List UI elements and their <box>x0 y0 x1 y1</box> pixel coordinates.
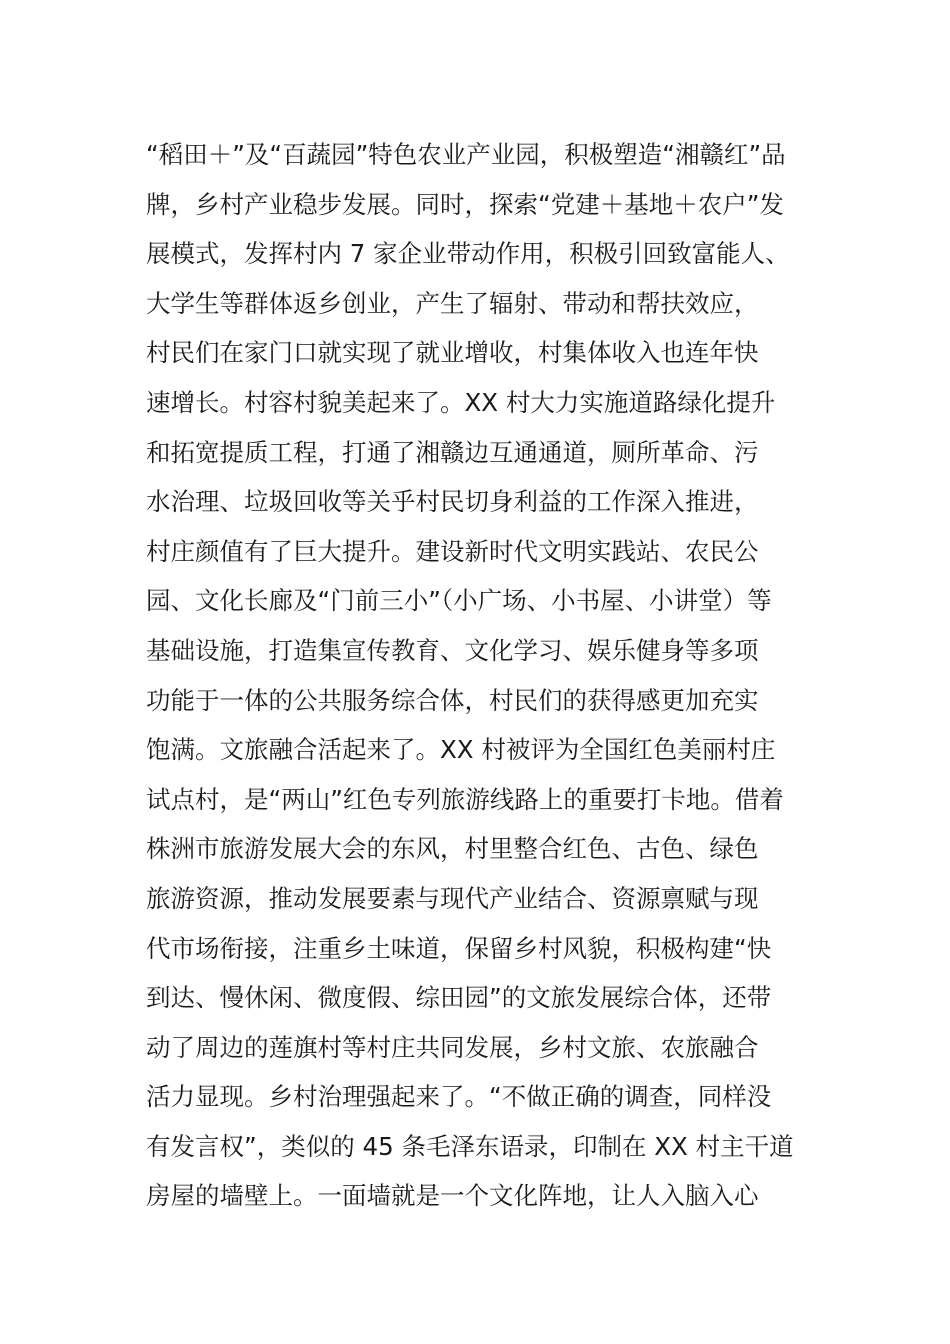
text-line: 和拓宽提质工程，打通了湘赣边互通通道，厕所革命、污 <box>146 437 759 467</box>
text-line: 村庄颜值有了巨大提升。建设新时代文明实践站、农民公 <box>146 536 759 566</box>
text-line: 水治理、垃圾回收等关乎村民切身利益的工作深入推进， <box>146 487 759 517</box>
text-line: 动了周边的莲旗村等村庄共同发展，乡村文旅、农旅融合 <box>146 1032 759 1062</box>
text-line: 展模式，发挥村内 7 家企业带动作用，积极引回致富能人、 <box>146 239 790 269</box>
text-line: 活力显现。乡村治理强起来了。“不做正确的调查，同样没 <box>146 1082 772 1112</box>
text-line: 功能于一体的公共服务综合体，村民们的获得感更加充实 <box>146 685 759 715</box>
text-line: 到达、慢休闲、微度假、综田园”的文旅发展综合体，还带 <box>146 983 772 1013</box>
text-line: 旅游资源，推动发展要素与现代产业结合、资源禀赋与现 <box>146 883 759 913</box>
text-line: 村民们在家门口就实现了就业增收，村集体收入也连年快 <box>146 338 759 368</box>
text-line: “稻田＋”及“百蔬园”特色农业产业园，积极塑造“湘赣红”品 <box>146 140 786 169</box>
text-line: 牌，乡村产业稳步发展。同时，探索“党建＋基地＋农户”发 <box>146 189 784 219</box>
text-line: 园、文化长廊及“门前三小”（小广场、小书屋、小讲堂）等 <box>146 586 772 616</box>
text-line: 有发言权”，类似的 45 条毛泽东语录，印制在 XX 村主干道 <box>146 1131 794 1161</box>
text-line: 株洲市旅游发展大会的东风，村里整合红色、古色、绿色 <box>146 834 759 864</box>
text-line: 房屋的墙壁上。一面墙就是一个文化阵地，让人入脑入心 <box>146 1181 759 1211</box>
body-paragraph <box>146 130 866 1221</box>
text-line: 基础设施，打造集宣传教育、文化学习、娱乐健身等多项 <box>146 635 759 665</box>
text-line: 饱满。文旅融合活起来了。XX 村被评为全国红色美丽村庄 <box>146 735 776 765</box>
text-line: 大学生等群体返乡创业，产生了辐射、带动和帮扶效应， <box>146 288 759 318</box>
text-line: 速增长。村容村貌美起来了。XX 村大力实施道路绿化提升 <box>146 387 776 417</box>
text-line: 试点村，是“两山”红色专列旅游线路上的重要打卡地。借着 <box>146 784 784 814</box>
text-line: 代市场衔接，注重乡土味道，保留乡村风貌，积极构建“快 <box>146 933 772 963</box>
